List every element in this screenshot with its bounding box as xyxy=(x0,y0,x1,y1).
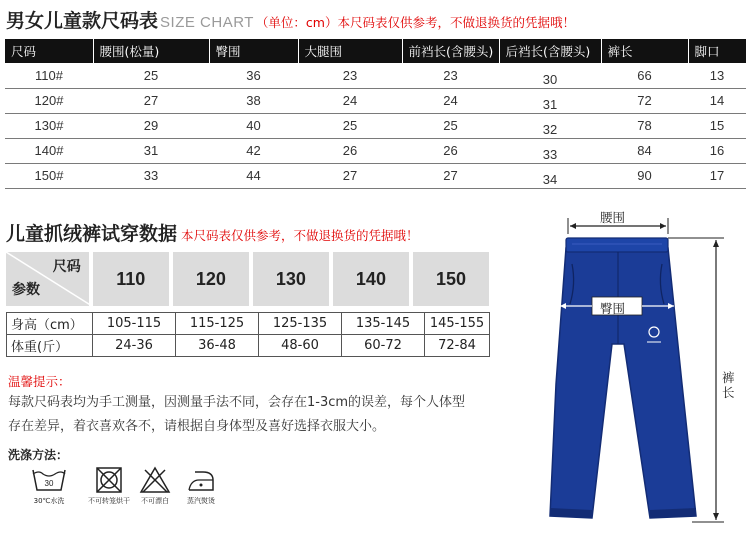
disclaimer-note: （单位：cm）本尺码表仅供参考，不做退换货的凭据哦！ xyxy=(255,15,575,30)
table-row xyxy=(5,63,746,88)
table-row xyxy=(5,138,746,163)
table-cell: 78 xyxy=(601,113,688,138)
column-header: 腰围(松量) xyxy=(93,39,209,63)
wash-item xyxy=(130,466,180,506)
wash-temp-text: 30 xyxy=(44,479,54,488)
table-row xyxy=(5,88,746,113)
tryon-corner-cell xyxy=(6,252,89,306)
row-header: 体重(斤） xyxy=(7,335,93,357)
table-cell: 27 xyxy=(402,163,499,188)
table-cell: 25 xyxy=(93,63,209,88)
page-title-en: SIZE CHART xyxy=(160,14,254,31)
table-row xyxy=(5,113,746,138)
table-cell: 27 xyxy=(93,88,209,113)
table-cell: 135-145 xyxy=(342,313,425,335)
size-chart-header-row xyxy=(5,39,746,63)
corner-param-label: 参数 xyxy=(12,282,40,298)
tryon-disclaimer: 本尺码表仅供参考，不做退换货的凭据哦！ xyxy=(181,228,419,243)
table-row xyxy=(7,313,490,335)
corner-size-label: 尺码 xyxy=(52,259,81,275)
table-cell: 110# xyxy=(5,63,93,88)
table-cell: 33 xyxy=(93,163,209,188)
table-cell: 25 xyxy=(402,113,499,138)
length-label: 裤长 xyxy=(722,370,735,400)
pants-illustration xyxy=(510,204,750,536)
table-row xyxy=(5,163,746,188)
table-cell: 27 xyxy=(298,163,402,188)
table-cell: 13 xyxy=(688,63,746,88)
table-cell: 17 xyxy=(688,163,746,188)
size-header: 140 xyxy=(333,252,409,306)
table-cell: 130# xyxy=(5,113,93,138)
table-cell: 66 xyxy=(601,63,688,88)
tips-title: 温馨提示： xyxy=(8,374,71,389)
no-tumble-dry-icon xyxy=(94,466,124,494)
tryon-header-row xyxy=(6,252,489,306)
table-cell: 26 xyxy=(402,138,499,163)
table-cell: 36-48 xyxy=(176,335,259,357)
table-cell: 26 xyxy=(298,138,402,163)
tryon-data-table xyxy=(6,312,490,357)
table-cell: 72 xyxy=(601,88,688,113)
table-cell: 36 xyxy=(209,63,298,88)
column-header: 前裆长(含腰头) xyxy=(402,39,499,63)
column-header: 尺码 xyxy=(5,39,93,63)
column-header: 脚口 xyxy=(688,39,746,63)
table-cell: 33 xyxy=(499,138,601,163)
table-cell: 90 xyxy=(601,163,688,188)
table-cell: 40 xyxy=(209,113,298,138)
table-cell: 150# xyxy=(5,163,93,188)
table-cell: 31 xyxy=(499,88,601,113)
size-header: 110 xyxy=(93,252,169,306)
hip-label: 臀围 xyxy=(600,301,626,316)
wash-label: 不可漂白 xyxy=(141,497,169,505)
table-cell: 30 xyxy=(499,63,601,88)
wash-label: 蒸汽熨烫 xyxy=(187,497,215,505)
tips-text xyxy=(8,391,513,439)
size-header: 150 xyxy=(413,252,489,306)
size-chart-table xyxy=(5,39,747,189)
wash-label: 不可转笼烘干 xyxy=(88,497,130,505)
table-cell: 24 xyxy=(402,88,499,113)
table-cell: 72-84 xyxy=(425,335,490,357)
iron-low-icon xyxy=(185,466,217,494)
waist-label: 腰围 xyxy=(600,210,626,225)
no-bleach-icon xyxy=(139,466,171,494)
table-cell: 84 xyxy=(601,138,688,163)
wash-item xyxy=(176,466,226,506)
table-cell: 23 xyxy=(298,63,402,88)
tips-line: 每款尺码表均为手工测量，因测量手法不同，会存在1-3cm的误差，每个人体型 xyxy=(8,395,466,410)
tips-line: 存在差异，着衣喜欢各不，请根据自身体型及喜好选择衣服大小。 xyxy=(8,419,386,434)
column-header: 大腿围 xyxy=(298,39,402,63)
tryon-header xyxy=(6,219,419,246)
size-header: 130 xyxy=(253,252,329,306)
column-header: 臀围 xyxy=(209,39,298,63)
wash-item xyxy=(84,466,134,506)
pants-diagram xyxy=(510,204,750,536)
wash-label: 30℃水洗 xyxy=(33,497,65,505)
table-cell: 34 xyxy=(499,163,601,188)
table-cell: 48-60 xyxy=(259,335,342,357)
column-header: 后裆长(含腰头) xyxy=(499,39,601,63)
table-cell: 24 xyxy=(298,88,402,113)
tryon-title: 儿童抓绒裤试穿数据 xyxy=(6,223,178,245)
table-cell: 120# xyxy=(5,88,93,113)
table-cell: 23 xyxy=(402,63,499,88)
page-title: 男女儿童款尺码表 xyxy=(6,10,159,32)
table-cell: 115-125 xyxy=(176,313,259,335)
table-cell: 38 xyxy=(209,88,298,113)
table-cell: 60-72 xyxy=(342,335,425,357)
table-cell: 145-155 xyxy=(425,313,490,335)
size-header: 120 xyxy=(173,252,249,306)
table-cell: 25 xyxy=(298,113,402,138)
table-cell: 29 xyxy=(93,113,209,138)
table-cell: 16 xyxy=(688,138,746,163)
washing-title: 洗涤方法： xyxy=(8,448,69,462)
column-header: 裤长 xyxy=(601,39,688,63)
table-cell: 42 xyxy=(209,138,298,163)
table-cell: 14 xyxy=(688,88,746,113)
table-cell: 125-135 xyxy=(259,313,342,335)
tryon-table xyxy=(6,252,489,357)
wash-30-icon xyxy=(31,466,67,494)
table-cell: 15 xyxy=(688,113,746,138)
row-header: 身高（cm） xyxy=(7,313,93,335)
table-cell: 32 xyxy=(499,113,601,138)
wash-item xyxy=(24,466,74,506)
table-row xyxy=(7,335,490,357)
page-header xyxy=(6,6,575,34)
table-cell: 31 xyxy=(93,138,209,163)
table-cell: 105-115 xyxy=(93,313,176,335)
table-cell: 24-36 xyxy=(93,335,176,357)
table-cell: 44 xyxy=(209,163,298,188)
table-cell: 140# xyxy=(5,138,93,163)
